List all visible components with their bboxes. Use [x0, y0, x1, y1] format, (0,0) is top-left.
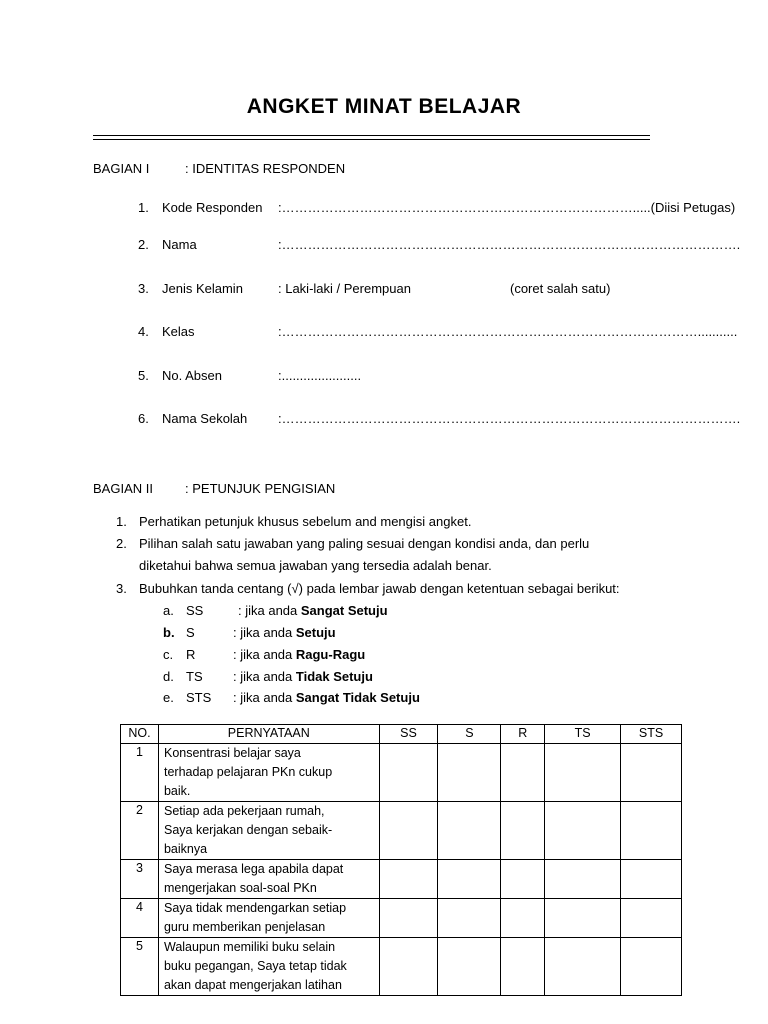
option-sts [163, 690, 420, 705]
field-label: Kode Responden [162, 200, 263, 215]
option-ts [163, 669, 373, 684]
answer-cell-ss[interactable] [379, 744, 438, 802]
section-2-label: BAGIAN II [93, 481, 153, 496]
instruction-text: Perhatikan petunjuk khusus sebelum and mengisi angket. [139, 514, 472, 529]
answer-cell-sts[interactable] [621, 744, 682, 802]
answer-cell-ts[interactable] [545, 899, 621, 938]
header-pernyataan: PERNYATAAN [158, 725, 379, 744]
row-no: 1 [121, 744, 159, 802]
title-underline [93, 135, 650, 136]
header-sts: STS [621, 725, 682, 744]
identity-row-kode [138, 200, 735, 215]
row-no: 4 [121, 899, 159, 938]
option-desc: : jika anda [233, 690, 296, 705]
answer-cell-r[interactable] [501, 938, 545, 996]
section-2-header [93, 481, 335, 496]
field-label: Nama [162, 237, 197, 252]
answer-cell-sts[interactable] [621, 938, 682, 996]
option-letter: a. [163, 603, 174, 618]
answer-cell-ts[interactable] [545, 744, 621, 802]
answer-cell-s[interactable] [438, 802, 501, 860]
section-1-label: BAGIAN I [93, 161, 150, 176]
answer-cell-s[interactable] [438, 744, 501, 802]
field-blank[interactable]: :……………………………………………………………………………………………. [278, 411, 741, 426]
option-meaning: Ragu-Ragu [295, 647, 366, 662]
section-1-header [93, 161, 345, 176]
option-meaning: Tidak Setuju [295, 669, 373, 684]
answer-cell-ts[interactable] [545, 802, 621, 860]
identity-row-jenis-kelamin [138, 281, 611, 296]
field-blank[interactable]: :……………………………………………………………………….....(Diisi Petugas) [278, 200, 736, 215]
answer-cell-r[interactable] [501, 802, 545, 860]
header-no: NO. [121, 725, 159, 744]
answer-cell-sts[interactable] [621, 802, 682, 860]
identity-row-nama [138, 237, 740, 252]
header-ss: SS [379, 725, 438, 744]
document-title: ANGKET MINAT BELAJAR [246, 95, 522, 118]
field-blank[interactable]: :……………………………………………………………………………………………. [278, 237, 741, 252]
option-r [163, 647, 365, 662]
answer-cell-s[interactable] [438, 938, 501, 996]
instruction-text-cont: diketahui bahwa semua jawaban yang tersedia adalah benar. [139, 558, 492, 573]
option-code: SS [186, 603, 204, 618]
option-code: R [186, 647, 196, 662]
option-code: S [186, 625, 195, 640]
row-number: 2. [138, 237, 149, 252]
answer-cell-ss[interactable] [379, 802, 438, 860]
table-row [121, 899, 682, 938]
answer-cell-r[interactable] [501, 860, 545, 899]
answer-cell-ts[interactable] [545, 860, 621, 899]
answer-cell-ss[interactable] [379, 899, 438, 938]
option-letter: b. [163, 625, 175, 640]
option-desc: : jika anda [233, 625, 296, 640]
option-letter: e. [163, 690, 174, 705]
option-meaning: Sangat Tidak Setuju [295, 690, 420, 705]
identity-row-no-absen [138, 368, 361, 383]
header-s: S [438, 725, 501, 744]
statement-line: Saya merasa lega apabila dapat [163, 862, 344, 876]
row-number: 4. [138, 324, 149, 339]
answer-cell-sts[interactable] [621, 860, 682, 899]
statement-line: akan dapat mengerjakan latihan [163, 978, 342, 992]
instruction-number: 2. [116, 536, 127, 551]
statement-line: Setiap ada pekerjaan rumah, [163, 804, 325, 818]
statement-line: baik. [163, 784, 191, 798]
table-header-row [121, 725, 682, 744]
row-number: 3. [138, 281, 149, 296]
instruction-2 [116, 533, 589, 577]
statement-cell [158, 744, 379, 802]
statement-cell [158, 860, 379, 899]
header-ts: TS [545, 725, 621, 744]
statement-line: baiknya [163, 842, 208, 856]
statement-line: Saya kerjakan dengan sebaik- [163, 823, 333, 837]
table-row [121, 860, 682, 899]
gender-options[interactable]: : Laki-laki / Perempuan [278, 281, 411, 296]
answer-cell-s[interactable] [438, 899, 501, 938]
instruction-text: Bubuhkan tanda centang (√) pada lembar jawab dengan ketentuan sebagai berikut: [139, 581, 620, 596]
instruction-text: Pilihan salah satu jawaban yang paling sesuai dengan kondisi anda, dan perlu [139, 536, 590, 551]
row-number: 5. [138, 368, 149, 383]
row-no: 2 [121, 802, 159, 860]
field-label: Kelas [162, 324, 195, 339]
answer-cell-s[interactable] [438, 860, 501, 899]
option-meaning: Sangat Setuju [300, 603, 388, 618]
statement-cell [158, 938, 379, 996]
title-underline-2 [93, 139, 650, 140]
option-desc: : jika anda [233, 669, 296, 684]
field-label: Jenis Kelamin [162, 281, 243, 296]
row-number: 6. [138, 411, 149, 426]
option-ss [163, 603, 388, 618]
field-label: No. Absen [162, 368, 222, 383]
option-desc: : jika anda [233, 647, 296, 662]
instruction-3 [116, 578, 620, 600]
option-s [163, 625, 336, 640]
answer-cell-r[interactable] [501, 744, 545, 802]
statement-line: mengerjakan soal-soal PKn [163, 881, 317, 895]
option-meaning: Setuju [295, 625, 336, 640]
gender-note: (coret salah satu) [510, 281, 611, 296]
instruction-1 [116, 511, 471, 533]
option-letter: d. [163, 669, 174, 684]
answer-cell-ss[interactable] [379, 860, 438, 899]
identity-row-kelas [138, 324, 737, 339]
statement-cell [158, 802, 379, 860]
instruction-number: 3. [116, 581, 127, 596]
statement-line: Konsentrasi belajar saya [163, 746, 301, 760]
table-row [121, 938, 682, 996]
statement-cell [158, 899, 379, 938]
option-desc: : jika anda [238, 603, 301, 618]
statement-line: buku pegangan, Saya tetap tidak [163, 959, 347, 973]
statement-line: Walaupun memiliki buku selain [163, 940, 336, 954]
questionnaire-table [120, 724, 682, 996]
answer-cell-sts[interactable] [621, 899, 682, 938]
row-number: 1. [138, 200, 149, 215]
row-no: 3 [121, 860, 159, 899]
section-1-heading: : IDENTITAS RESPONDEN [185, 161, 346, 176]
header-r: R [501, 725, 545, 744]
statement-line: Saya tidak mendengarkan setiap [163, 901, 347, 915]
field-blank[interactable]: :……………………………………………………………………………………........... [278, 324, 738, 339]
row-no: 5 [121, 938, 159, 996]
table-row [121, 802, 682, 860]
option-code: STS [186, 690, 212, 705]
section-2-heading: : PETUNJUK PENGISIAN [185, 481, 336, 496]
answer-cell-r[interactable] [501, 899, 545, 938]
identity-row-nama-sekolah [138, 411, 740, 426]
option-letter: c. [163, 647, 174, 662]
field-label: Nama Sekolah [162, 411, 248, 426]
instruction-number: 1. [116, 514, 127, 529]
option-code: TS [186, 669, 203, 684]
answer-cell-ts[interactable] [545, 938, 621, 996]
answer-cell-ss[interactable] [379, 938, 438, 996]
statement-line: terhadap pelajaran PKn cukup [163, 765, 333, 779]
table-row [121, 744, 682, 802]
statement-line: guru memberikan penjelasan [163, 920, 326, 934]
field-blank[interactable]: :...................... [278, 368, 362, 383]
